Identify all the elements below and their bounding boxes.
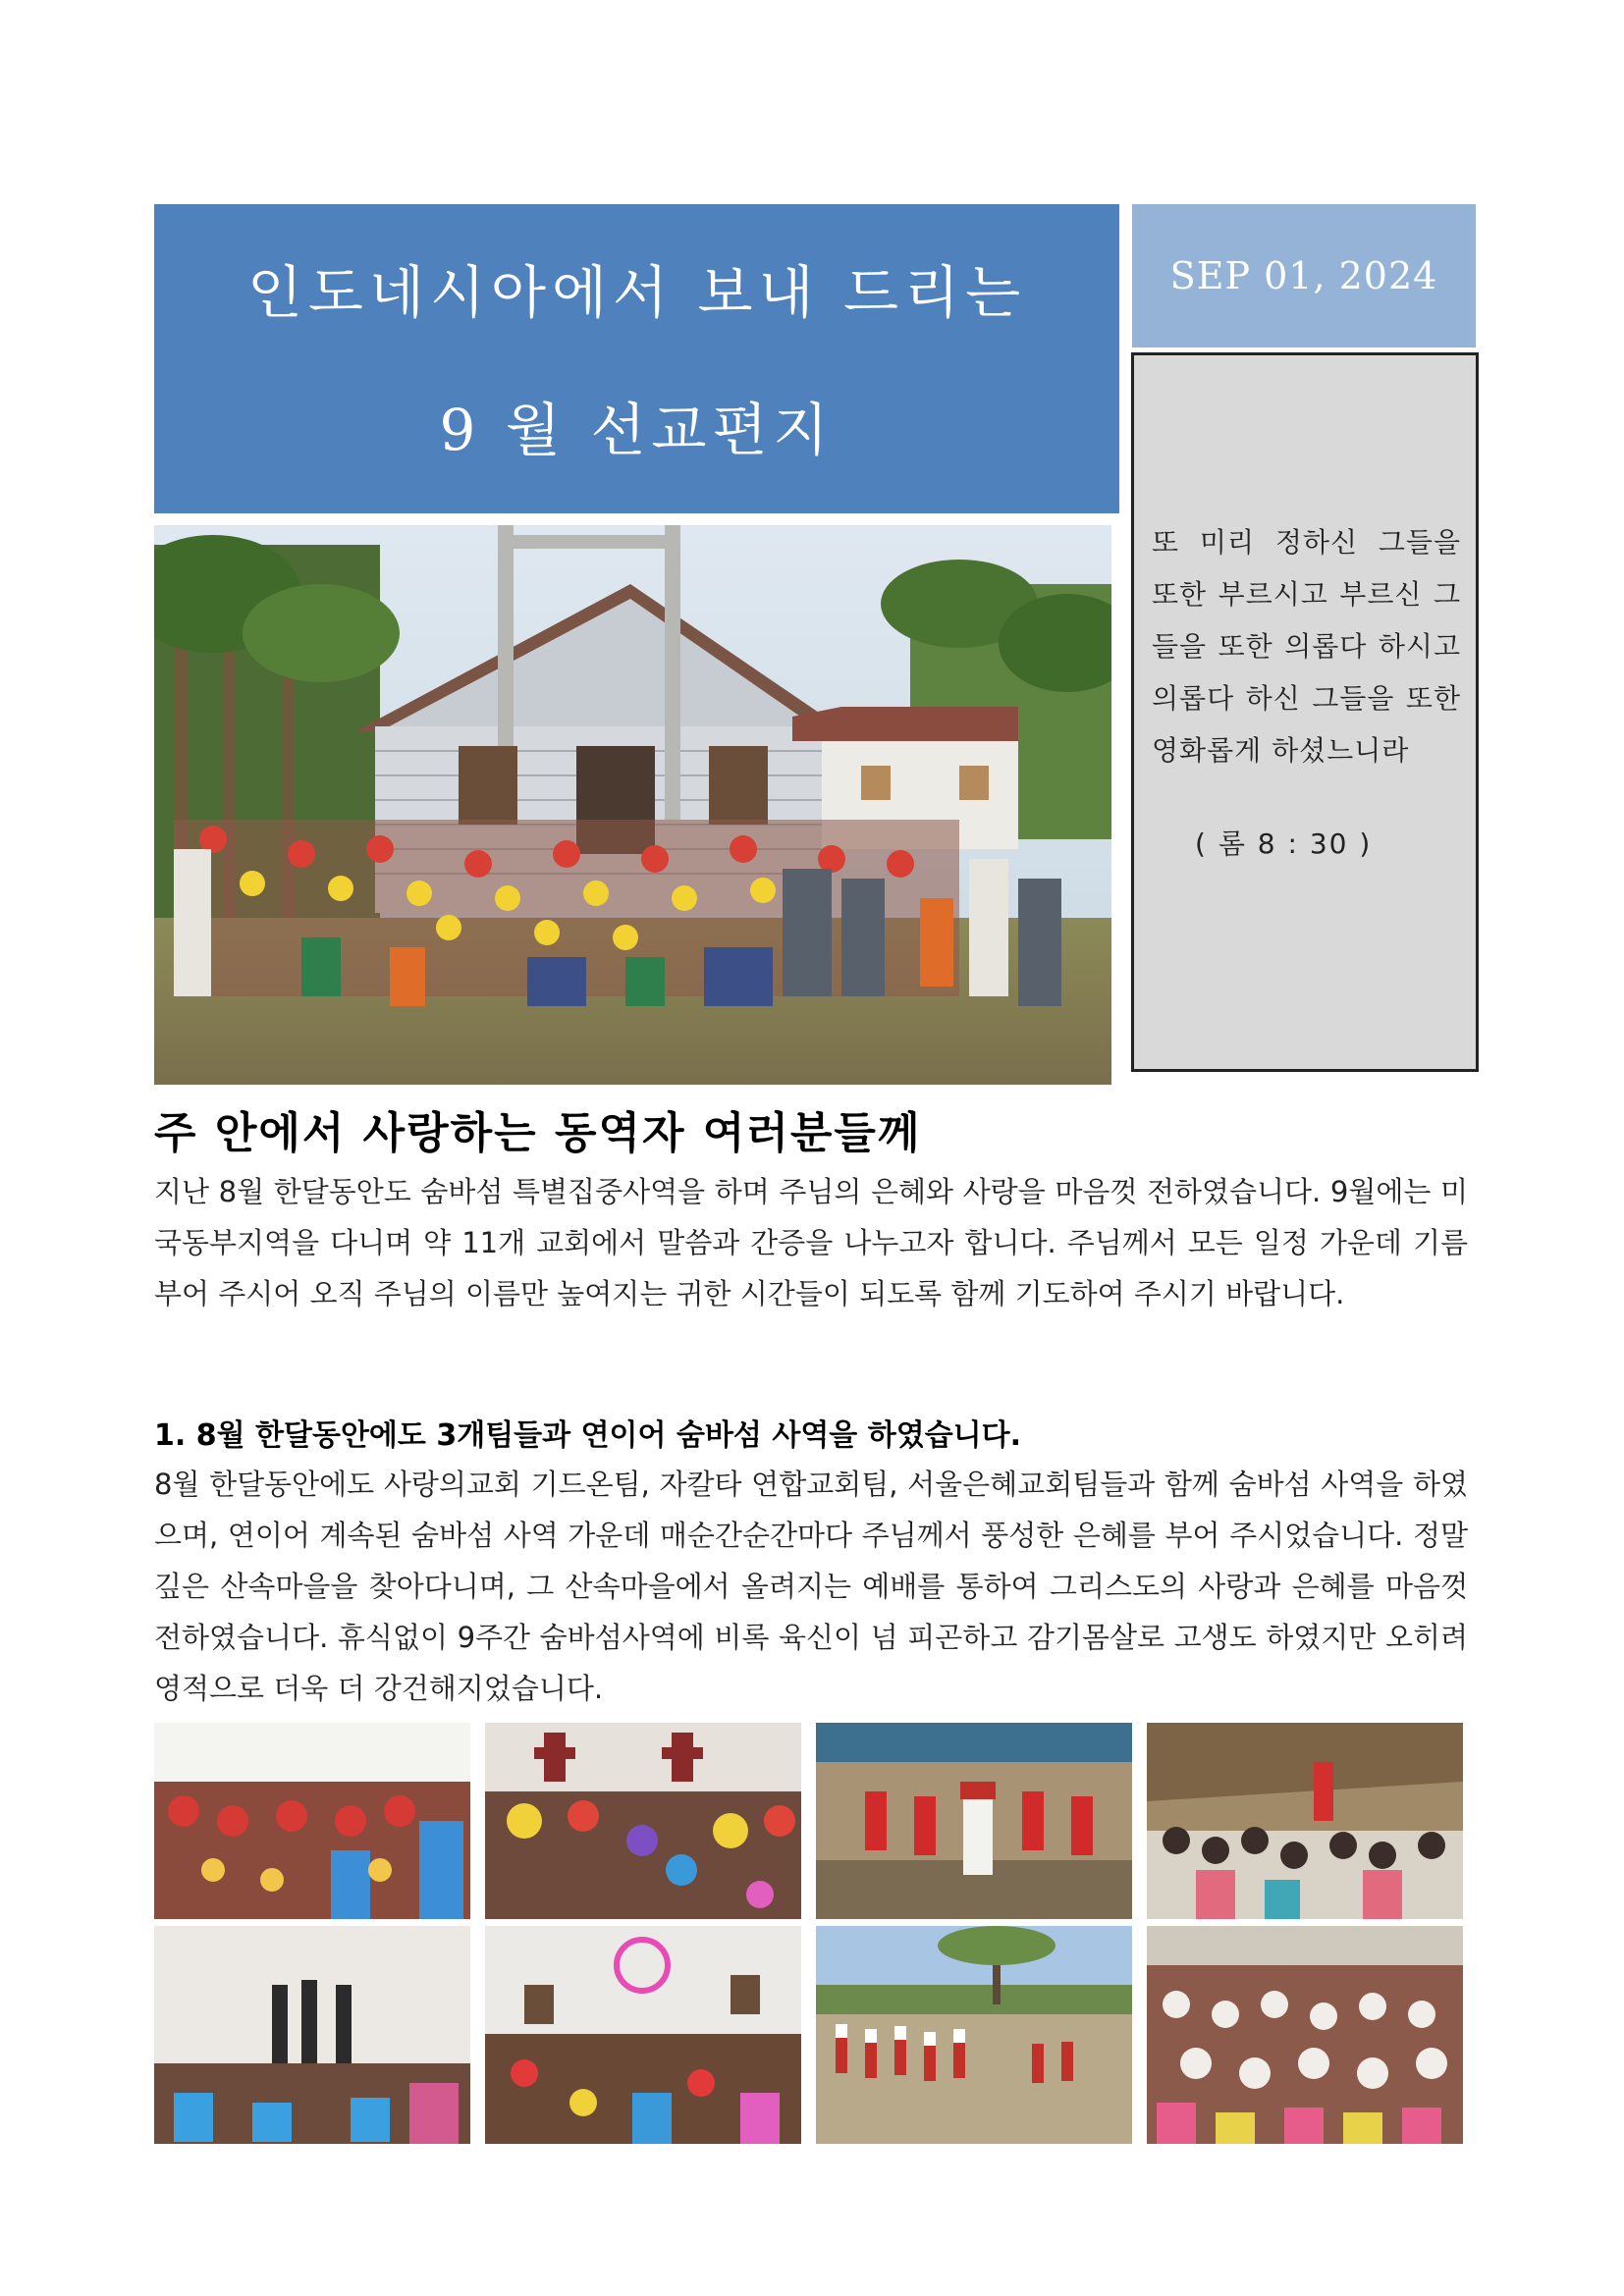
title-line-2: 9 월 선교편지 — [439, 396, 835, 463]
date-badge — [1132, 204, 1476, 347]
verse-reference: ( 롬 8 : 30 ) — [1195, 828, 1373, 860]
title-line-1: 인도네시아에서 보내 드리는 — [246, 258, 1027, 326]
ministry-photo-4 — [1147, 1723, 1463, 1919]
ministry-photo-7 — [816, 1926, 1132, 2144]
section-1-heading: 1. 8월 한달동안에도 3개팀들과 연이어 숨바섬 사역을 하였습니다. — [154, 1418, 1022, 1453]
ministry-photo-6 — [485, 1926, 801, 2144]
title-banner — [154, 204, 1119, 513]
verse-box — [1131, 352, 1479, 1072]
verse-text: 또 미리 정하신 그들을 또한 부르시고 부르신 그들을 또한 의롭다 하시고 의롭다 하신 그들을 또한 영화롭게 하셨느니라 — [1152, 526, 1461, 767]
greeting-heading: 주 안에서 사랑하는 동역자 여러분들께 — [154, 1108, 922, 1158]
section-1-body: 8월 한달동안에도 사랑의교회 기드온팀, 자칼타 연합교회팀, 서울은혜교회팀들과 함께 숨바섬 사역을 하였으며, 연이어 계속된 숨바섬 사역 가운데 매순간순간마다 주님께서 풍성한 은혜를 부어 주시었습니다. 정말 깊은 산속마을을 찾아다니며, 그 산속마을에서 올려지는 예배를 통하여 그리스도의 사랑과 은혜를 마음껏 전하였습니다. 휴식없이 9주간 숨바섬사역에 비록 육신이 넘 피곤하고 감기몸살로 고생도 하였지만 오히려 영적으로 더욱 더 강건해지었습니다. — [154, 1468, 1468, 1705]
intro-paragraph: 지난 8월 한달동안도 숨바섬 특별집중사역을 하며 주님의 은혜와 사랑을 마음껏 전하였습니다. 9월에는 미국동부지역을 다니며 약 11개 교회에서 말씀과 간증을 나누고자 합니다. 주님께서 모든 일정 가운데 기름부어 주시어 오직 주님의 이름만 높여지는 귀한 시간들이 되도록 함께 기도하여 주시기 바랍니다. — [154, 1175, 1468, 1310]
date-text: SEP 01, 2024 — [1169, 254, 1438, 297]
church-group-photo — [154, 525, 1111, 1085]
ministry-photo-3 — [816, 1723, 1132, 1919]
ministry-photo-1 — [154, 1723, 470, 1919]
ministry-photo-5 — [154, 1926, 470, 2144]
ministry-photo-8 — [1147, 1926, 1463, 2144]
ministry-photo-2 — [485, 1723, 801, 1919]
